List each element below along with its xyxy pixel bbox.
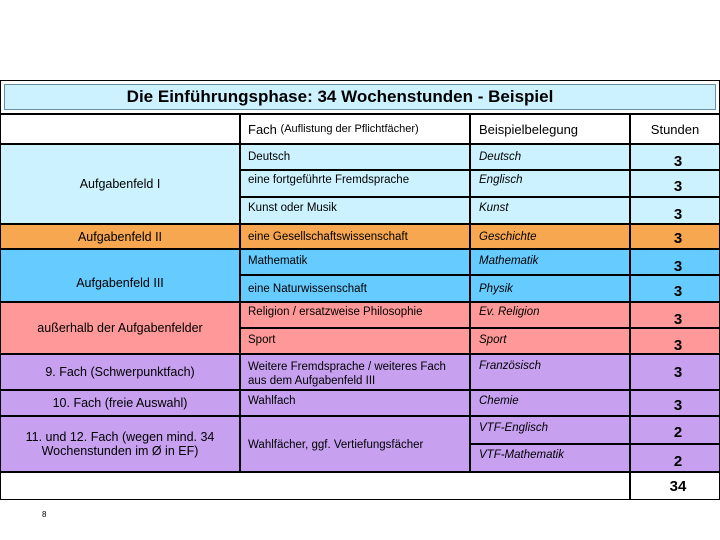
group-aufgabenfeld-3 (0, 249, 240, 302)
row-beispiel: Sport (470, 328, 630, 354)
row-stunden: 3 (630, 328, 720, 354)
row-stunden: 3 (630, 275, 720, 302)
header-fach (240, 114, 470, 144)
row-stunden: 2 (630, 416, 720, 444)
row-stunden: 3 (630, 224, 720, 249)
row-stunden: 3 (630, 390, 720, 416)
group-label: Aufgabenfeld III (76, 276, 164, 290)
title-bar (0, 80, 720, 114)
group-ausserhalb (0, 302, 240, 354)
row-beispiel: Geschichte (470, 224, 630, 249)
row-stunden: 2 (630, 444, 720, 472)
header-fach-label: Fach (248, 121, 277, 137)
header-stunden: Stunden (630, 114, 720, 144)
group-10-fach (0, 390, 240, 416)
total-empty-cell (0, 472, 630, 500)
row-stunden: 3 (630, 170, 720, 197)
row-fach: Mathematik (240, 249, 470, 275)
row-stunden: 3 (630, 197, 720, 224)
group-label: Aufgabenfeld I (79, 177, 161, 191)
row-stunden: 3 (630, 354, 720, 390)
page-number: 8 (42, 510, 47, 519)
row-beispiel: Physik (470, 275, 630, 302)
group-aufgabenfeld-2 (0, 224, 240, 249)
total-stunden: 34 (669, 477, 687, 495)
row-beispiel: Englisch (470, 170, 630, 197)
row-beispiel: Chemie (470, 390, 630, 416)
row-stunden: 3 (630, 249, 720, 275)
header-empty-cell (0, 114, 240, 144)
page-title: Die Einführungsphase: 34 Wochenstunden - Beispiel (126, 87, 554, 106)
row-fach: Weitere Fremdsprache / weiteres Fach aus dem Aufgabenfeld III (240, 354, 470, 390)
row-fach: Kunst oder Musik (240, 197, 470, 224)
header-fach-sub: (Auflistung der Pflichtfächer) (280, 123, 419, 135)
row-fach: Wahlfach (240, 390, 470, 416)
row-fach: eine Naturwissenschaft (240, 275, 470, 302)
group-9-fach (0, 354, 240, 390)
row-fach: Religion / ersatzweise Philosophie (240, 302, 470, 328)
title-banner (4, 84, 716, 110)
group-11-12-fach (0, 416, 240, 472)
row-fach: Sport (240, 328, 470, 354)
row-wahl-fach: Wahlfächer, ggf. Vertiefungsfächer (240, 416, 470, 472)
group-label: 11. und 12. Fach (wegen mind. 34 Wochenstunden im Ø in EF) (25, 430, 215, 458)
row-beispiel: Deutsch (470, 144, 630, 170)
group-aufgabenfeld-1 (0, 144, 240, 224)
group-label: außerhalb der Aufgabenfelder (37, 321, 203, 335)
group-label: 10. Fach (freie Auswahl) (52, 396, 188, 410)
row-beispiel: Ev. Religion (470, 302, 630, 328)
row-beispiel: Mathematik (470, 249, 630, 275)
header-beispiel: Beispielbelegung (470, 114, 630, 144)
total-cell (630, 472, 720, 500)
group-label: Aufgabenfeld II (77, 229, 163, 244)
group-label: 9. Fach (Schwerpunktfach) (45, 365, 195, 379)
row-stunden: 3 (630, 302, 720, 328)
row-fach: Deutsch (240, 144, 470, 170)
row-beispiel: Französisch (470, 354, 630, 390)
row-beispiel: VTF-Mathematik (470, 444, 630, 472)
row-beispiel: VTF-Englisch (470, 416, 630, 444)
row-beispiel: Kunst (470, 197, 630, 224)
row-stunden: 3 (630, 144, 720, 170)
row-fach: eine fortgeführte Fremdsprache (240, 170, 470, 197)
row-fach: eine Gesellschaftswissenschaft (240, 224, 470, 249)
